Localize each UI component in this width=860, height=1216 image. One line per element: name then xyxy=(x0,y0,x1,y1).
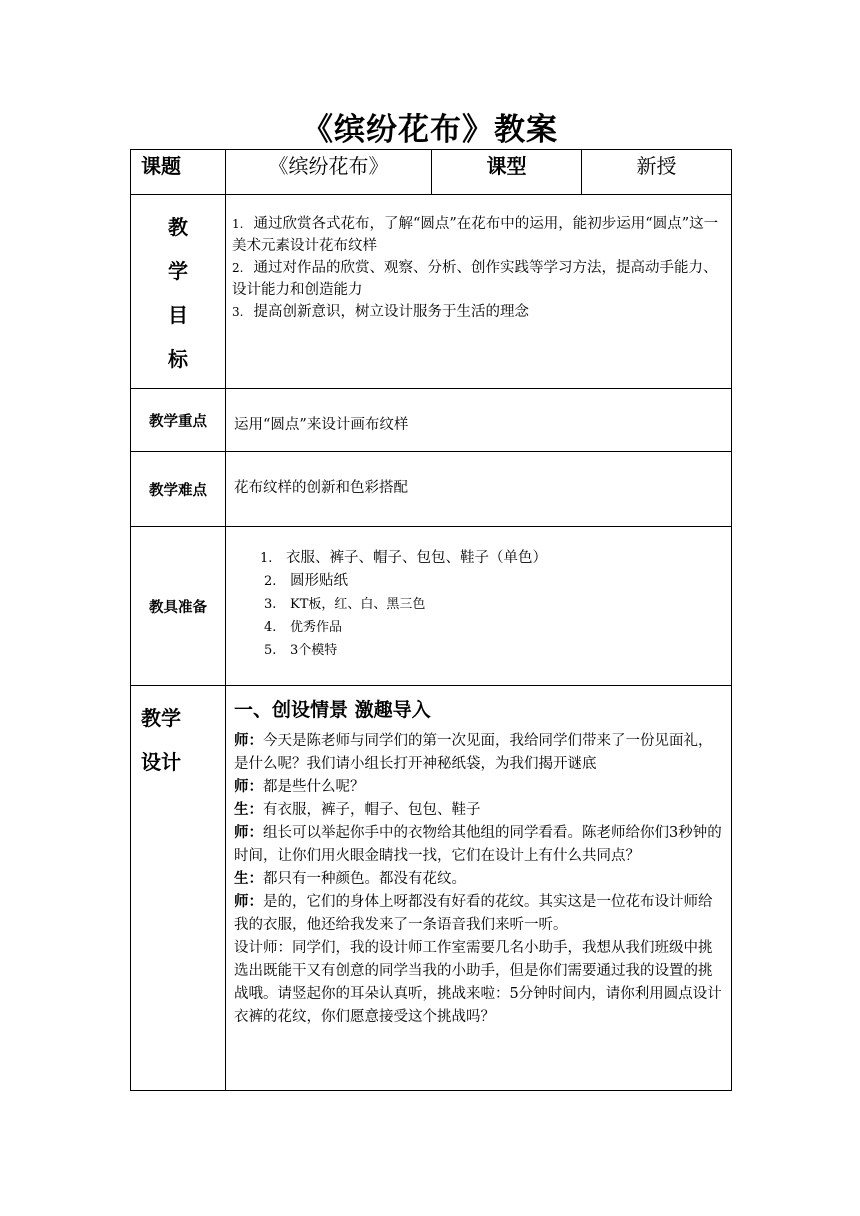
dialogue-text: 都是些什么呢？ xyxy=(263,779,365,795)
material-text: 衣服、裤子、帽子、包包、鞋子（单色） xyxy=(286,550,547,566)
material-text: 圆形贴纸 xyxy=(290,573,348,589)
design-label-line: 教学 xyxy=(141,706,181,730)
type-value: 新授 xyxy=(582,150,732,195)
type-label: 课型 xyxy=(432,150,582,195)
topic-label: 课题 xyxy=(131,150,226,195)
speaker: 师： xyxy=(234,894,263,910)
objectives-content xyxy=(226,195,732,389)
dialogue-line xyxy=(234,799,725,822)
dialogue-line xyxy=(234,868,725,891)
objective-number: 3. xyxy=(232,305,244,319)
speaker: 师： xyxy=(234,825,263,841)
objective-number: 2. xyxy=(232,261,244,275)
objective-number: 1. xyxy=(232,217,244,231)
difficulty-text: 花布纹样的创新和色彩搭配 xyxy=(226,452,732,527)
design-label-line: 设计 xyxy=(141,750,181,774)
material-item xyxy=(226,570,731,593)
key-point-label: 教学重点 xyxy=(131,389,226,452)
dialogue-line xyxy=(234,776,725,799)
dialogue-text: 有衣服，裤子，帽子、包包、鞋子 xyxy=(263,802,481,818)
materials-content xyxy=(226,527,732,686)
speaker: 师： xyxy=(234,733,263,749)
objective-text: 提高创新意识，树立设计服务于生活的理念 xyxy=(253,304,529,320)
materials-list xyxy=(226,547,731,662)
difficulty-label: 教学难点 xyxy=(131,452,226,527)
key-point-row xyxy=(131,389,732,452)
material-number: 1. xyxy=(260,551,273,566)
dialogue-line xyxy=(234,937,725,1029)
difficulty-row xyxy=(131,452,732,527)
dialogue-line xyxy=(234,822,725,868)
document-title: 《缤纷花布》教案 xyxy=(302,112,558,148)
material-item xyxy=(226,593,731,616)
material-number: 4. xyxy=(264,620,277,635)
material-item xyxy=(226,639,731,662)
objectives-label-char: 目 xyxy=(168,303,188,327)
material-number: 5. xyxy=(264,643,277,658)
objective-item xyxy=(232,301,725,323)
section-title: 一、创设情景 激趣导入 xyxy=(234,699,431,721)
material-number: 2. xyxy=(264,574,277,589)
material-number: 3. xyxy=(264,597,277,612)
dialogue-text: 设计师：同学们，我的设计师工作室需要几名小助手，我想从我们班级中挑选出既能干又有创意的同学当我的小助手，但是你们需要通过我的设置的挑战哦。请竖起你的耳朵认真听，挑战来啦：5分钟时间内，请你利用圆点设计衣裤的花纹，你们愿意接受这个挑战吗？ xyxy=(234,940,722,1025)
speaker: 师： xyxy=(234,779,263,795)
lesson-plan-table xyxy=(130,149,732,1091)
material-item xyxy=(226,616,731,639)
speaker: 生： xyxy=(234,871,263,887)
objectives-label xyxy=(131,195,226,389)
materials-row xyxy=(131,527,732,686)
objective-item xyxy=(232,257,725,301)
material-text: 3个模特 xyxy=(290,643,338,658)
dialogue-text: 都只有一种颜色。都没有花纹。 xyxy=(263,871,466,887)
header-row xyxy=(131,150,732,195)
objectives-label-char: 教 xyxy=(168,215,188,239)
design-content xyxy=(226,686,732,1091)
design-row xyxy=(131,686,732,1091)
dialogue-line xyxy=(234,891,725,937)
design-label xyxy=(131,686,226,1091)
objective-text: 通过对作品的欣赏、观察、分析、创作实践等学习方法，提高动手能力、设计能力和创造能力 xyxy=(232,260,718,298)
speaker: 生： xyxy=(234,802,263,818)
dialogue-text: 组长可以举起你手中的衣物给其他组的同学看看。陈老师给你们3秒钟的时间，让你们用火眼金睛找一找，它们在设计上有什么共同点？ xyxy=(234,825,722,864)
key-point-text: 运用“圆点”来设计画布纹样 xyxy=(226,389,732,452)
material-text: 优秀作品 xyxy=(290,620,343,635)
topic-value: 《缤纷花布》 xyxy=(226,150,432,195)
dialogue-text: 是的，它们的身体上呀都没有好看的花纹。其实这是一位花布设计师给我的衣服，他还给我发来了一条语音我们来听一听。 xyxy=(234,894,713,933)
dialogue-text: 今天是陈老师与同学们的第一次见面，我给同学们带来了一份见面礼，是什么呢？我们请小组长打开神秘纸袋，为我们揭开谜底 xyxy=(234,733,713,772)
objective-item xyxy=(232,213,725,257)
objective-text: 通过欣赏各式花布，了解“圆点”在花布中的运用，能初步运用“圆点”这一美术元素设计花布纹样 xyxy=(232,216,719,254)
objectives-row xyxy=(131,195,732,389)
objectives-label-char: 标 xyxy=(168,347,188,371)
material-item xyxy=(226,547,731,570)
materials-label: 教具准备 xyxy=(131,527,226,686)
objectives-label-char: 学 xyxy=(168,259,188,283)
dialogue-line xyxy=(234,730,725,776)
material-text: KT板，红、白、黑三色 xyxy=(290,597,426,612)
